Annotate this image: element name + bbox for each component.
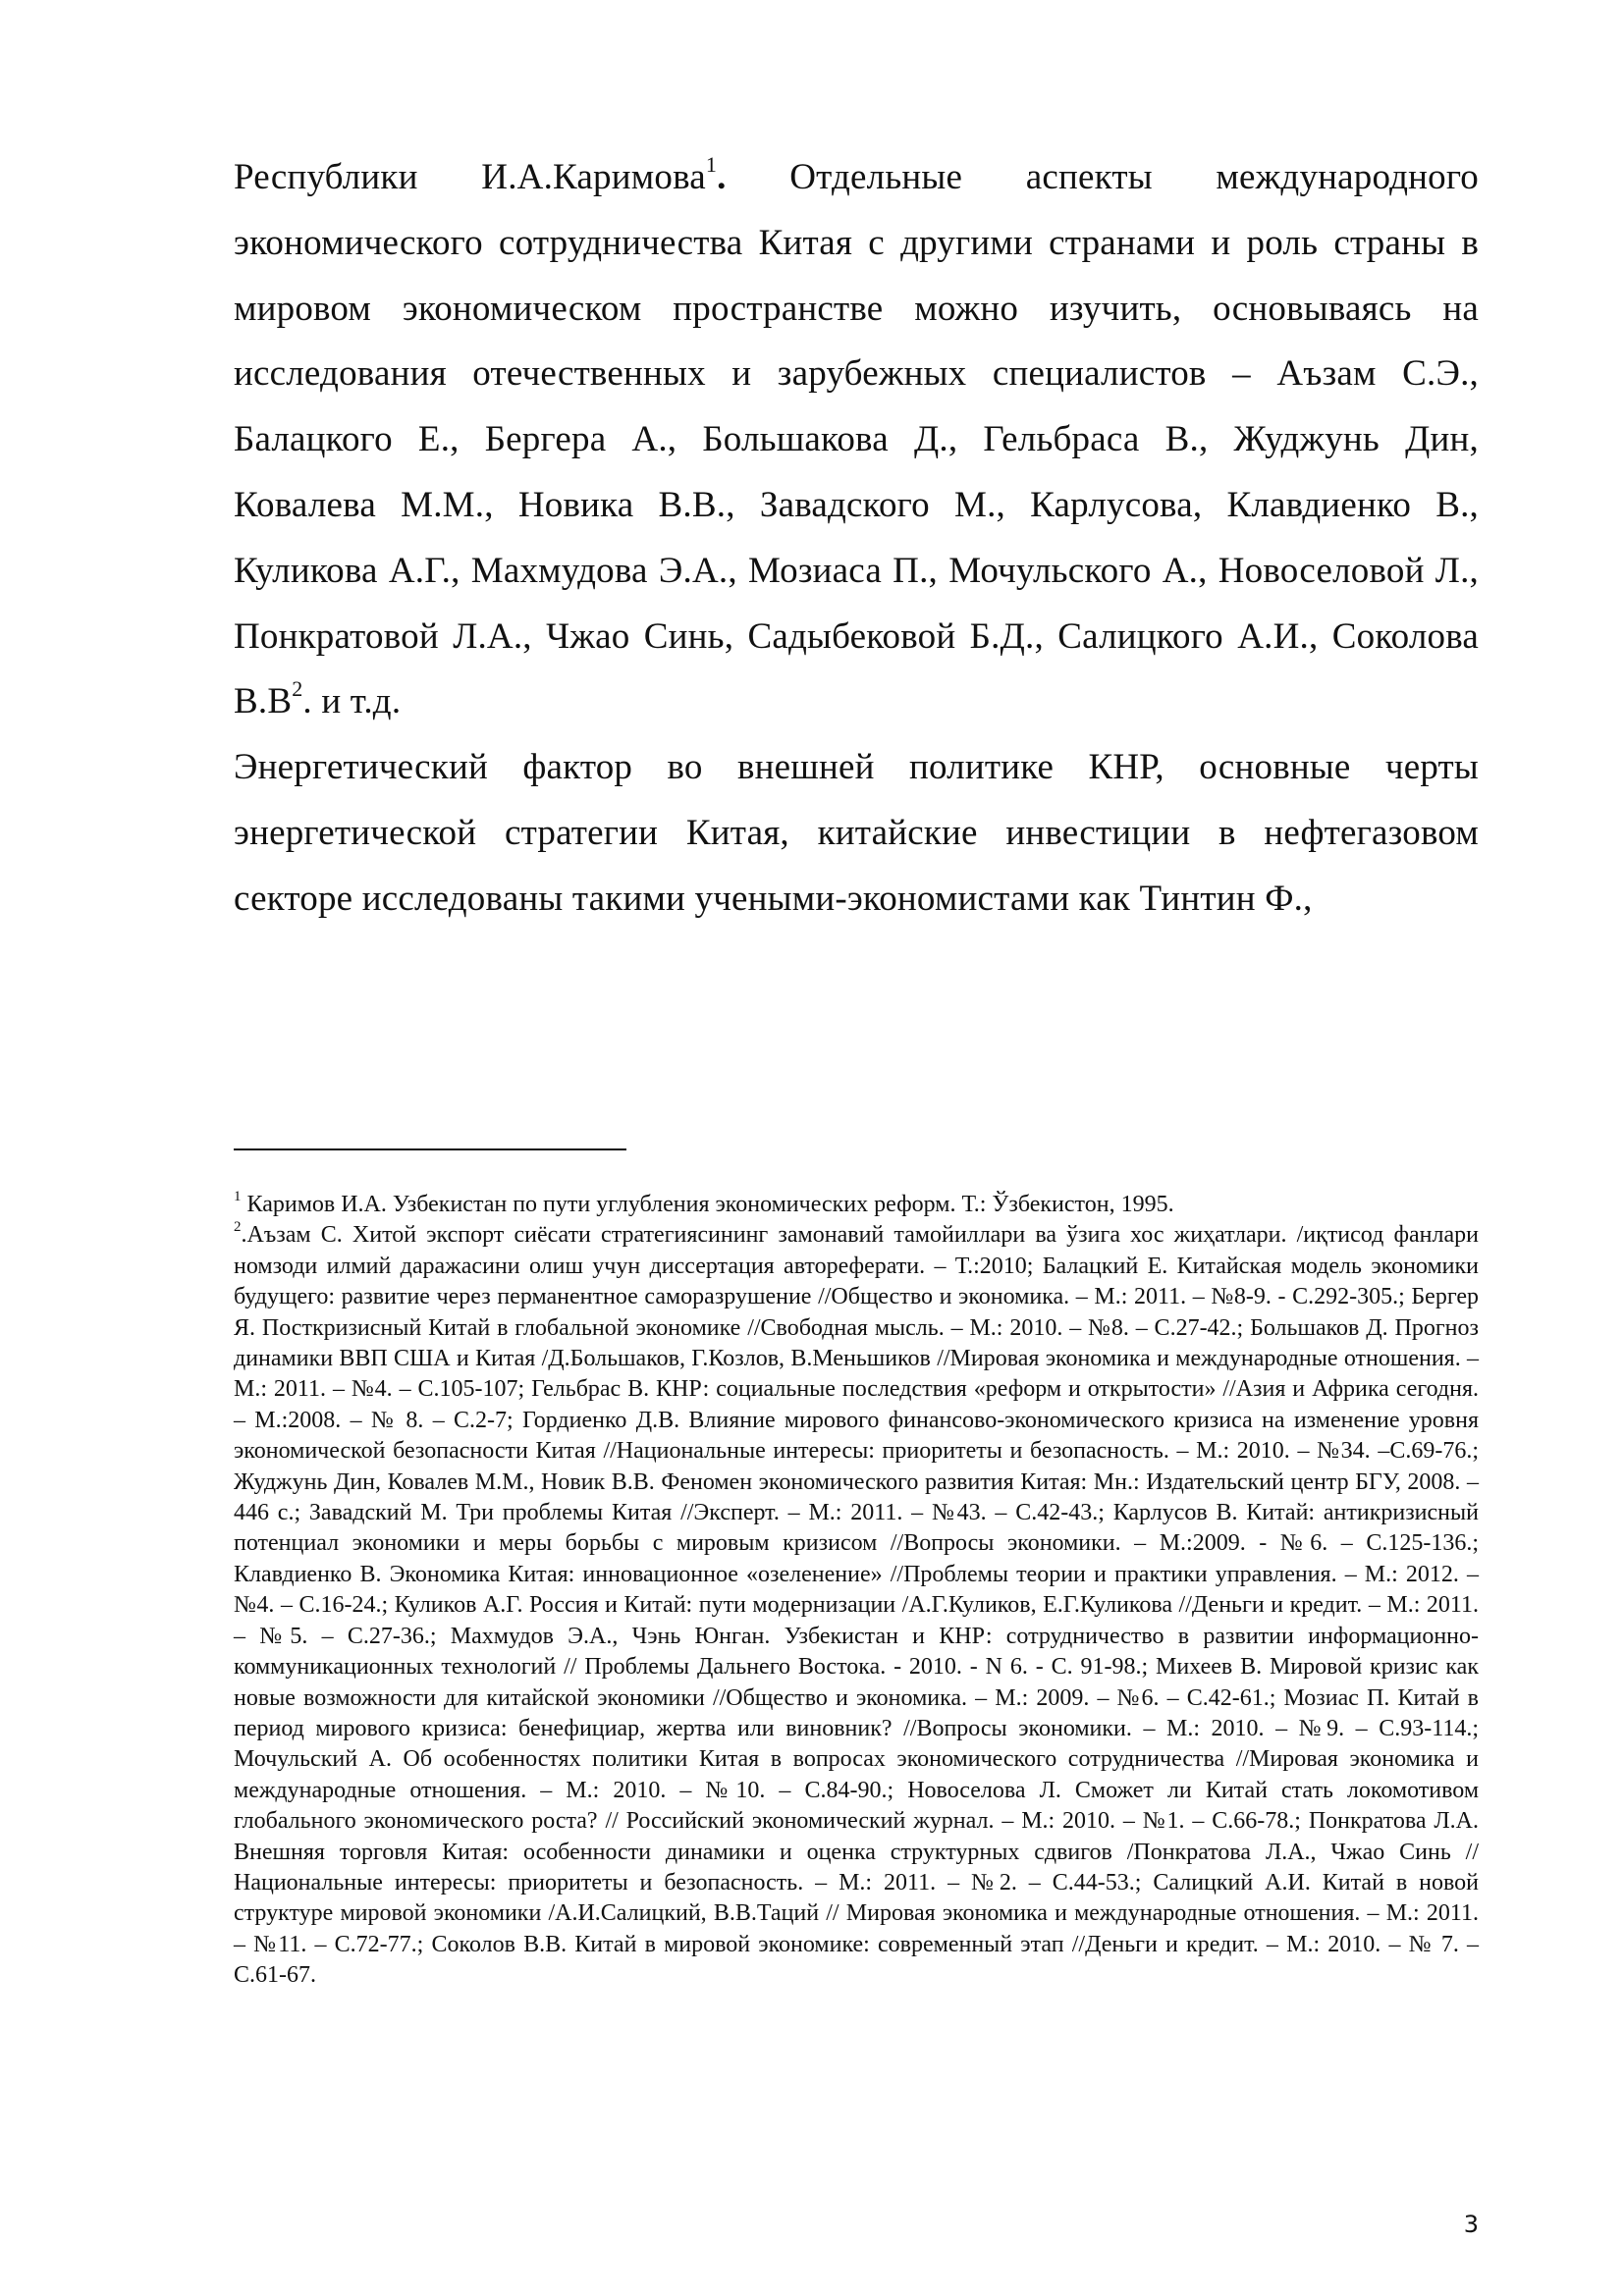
footnote-1 — [234, 1190, 1479, 1220]
footnote-mark-1: 1 — [234, 1189, 242, 1204]
paragraph-1-start: Республики И.А.Каримова — [234, 157, 706, 197]
footnote-2-text: .Аъзам С. Хитой экспорт сиёсати стратегиясининг замонавий тамойиллари ва ўзига хос жиҳатлари. /иқтисод фанлари номзоди илмий даражасини олиш учун диссертация автореферати. – Т.:2010; Балацкий Е. Китайская модель экономики будущего: развитие через перманентное саморазрушение //Общество и экономика. – М.: 2011. – №8-9. - С.292-305.; Бергер Я. Посткризисный Китай в глобальной экономике //Свободная мысль. – М.: 2010. – №8. – С.27-42.; Большаков Д. Прогноз динамики ВВП США и Китая /Д.Большаков, Г.Козлов, В.Меньшиков //Мировая экономика и международные отношения. – М.: 2011. – №4. – С.105-107; Гельбрас В. КНР: социальные последствия «реформ и открытости» //Азия и Африка сегодня. – М.:2008. – № 8. – С.2-7; Гордиенко Д.В. Влияние мирового финансово-экономического кризиса на изменение уровня экономической безопасности Китая //Национальные интересы: приоритеты и безопасность. – М.: 2010. – №34. –С.69-76.; Жуджунь Дин, Ковалев М.М., Новик В.В. Феномен экономического развития Китая: Мн.: Издательский центр БГУ, 2008. – 446 с.; Завадский М. Три проблемы Китая //Эксперт. – М.: 2011. – №43. – С.42-43.; Карлусов В. Китай: антикризисный потенциал экономики и меры борьбы с мировым кризисом //Вопросы экономики. – М.:2009. - №6. – С.125-136.; Клавдиенко В. Экономика Китая: инновационное «озеленение» //Проблемы теории и практики управления. – М.: 2012. – №4. – С.16-24.; Куликов А.Г. Россия и Китай: пути модернизации /А.Г.Куликов, Е.Г.Куликова //Деньги и кредит. – М.: 2011. – №5. – С.27-36.; Махмудов Э.А., Чэнь Юнган. Узбекистан и КНР: сотрудничество в развитии информационно-коммуникационных технологий // Проблемы Дальнего Востока. - 2010. - N 6. - С. 91-98.; Михеев В. Мировой кризис как новые возможности для китайской экономики //Общество и экономика. – М.: 2009. – №6. – С.42-61.; Мозиас П. Китай в период мирового кризиса: бенефициар, жертва или виновник? //Вопросы экономики. – М.: 2010. – №9. – С.93-114.; Мочульский А. Об особенностях политики Китая в вопросах экономического сотрудничества //Мировая экономика и международные отношения. – М.: 2010. – №10. – С.84-90.; Новоселова Л. Сможет ли Китай стать локомотивом глобального экономического роста? // Российский экономический журнал. – М.: 2010. – №1. – С.66-78.; Понкратова Л.А. Внешняя торговля Китая: особенности динамики и оценка структурных сдвигов /Понкратова Л.А., Чжао Синь //Национальные интересы: приоритеты и безопасность. – М.: 2011. – №2. – С.44-53.; Салицкий А.И. Китай в новой структуре мировой экономики /А.И.Салицкий, В.В.Таций // Мировая экономика и международные отношения. – М.: 2011. – №11. – С.72-77.; Соколов В.В. Китай в мировой экономике: современный этап //Деньги и кредит. – М.: 2010. – № 7. – С.61-67. — [234, 1222, 1479, 1989]
footnote-ref-1[interactable]: 1 — [705, 151, 718, 177]
paragraph-1 — [234, 145, 1479, 735]
footnote-2 — [234, 1220, 1479, 1991]
paragraph-2: Энергетический фактор во внешней политике КНР, основные черты энергетической стратегии Китая, китайские инвестиции в нефтегазовом секторе исследованы такими учеными-экономистами как Тинтин Ф., — [234, 747, 1479, 919]
footnotes — [234, 1190, 1479, 1992]
page-number: 3 — [1463, 2211, 1479, 2238]
footnote-mark-2: 2 — [234, 1219, 242, 1236]
footnote-1-text: Каримов И.А. Узбекистан по пути углубления экономических реформ. Т.: Ўзбекистон, 1995. — [241, 1192, 1174, 1217]
main-text — [234, 145, 1479, 933]
paragraph-1-dot: . — [717, 157, 727, 197]
paragraph-1-middle: Отдельные аспекты международного экономического сотрудничества Китая с другими странами и роль страны в мировом экономическом пространстве можно изучить, основываясь на исследования отечественных и зарубежных специалистов – Аъзам С.Э., Балацкого Е., Бергера А., Большакова Д., Гельбраса В., Жуджунь Дин, Ковалева М.М., Новика В.В., Завадского М., Карлусова, Клавдиенко В., Куликова А.Г., Махмудова Э.А., Мозиаса П., Мочульского А., Новоселовой Л., Понкратовой Л.А., Чжао Синь, Садыбековой Б.Д., Салицкого А.И., Соколова В.В — [234, 157, 1479, 722]
footnote-ref-2[interactable]: 2 — [292, 676, 303, 702]
footnote-separator — [234, 1148, 626, 1150]
paragraph-1-end: . и т.д. — [302, 681, 402, 722]
